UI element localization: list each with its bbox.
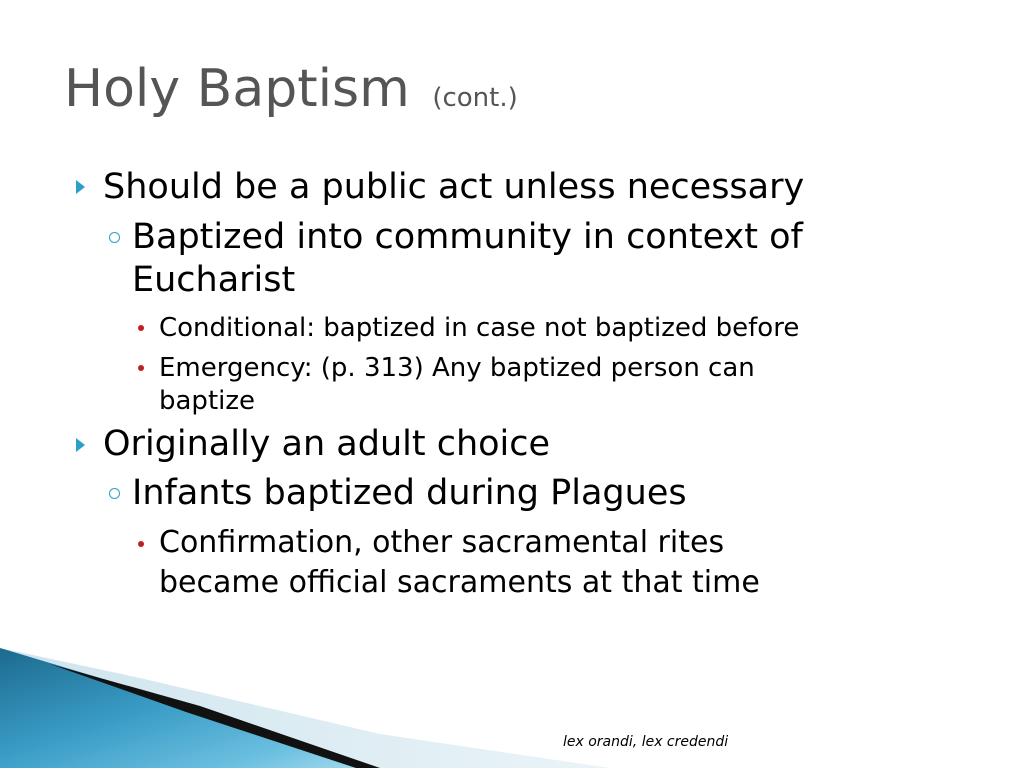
bullet-level2-community-line2: Eucharist — [132, 260, 296, 300]
dot-bullet-icon — [138, 365, 144, 371]
bullet-level2-plagues: Infants baptized during Plagues — [132, 473, 687, 513]
ring-bullet-icon — [109, 488, 120, 499]
slide-title-suffix: (cont.) — [432, 83, 518, 113]
triangle-bullet-icon — [76, 180, 85, 194]
bullet-level3-confirmation-line1: Confirmation, other sacramental rites — [159, 525, 725, 560]
bullet-level3-emergency-line2: baptize — [159, 386, 256, 416]
dot-bullet-icon — [138, 541, 144, 547]
bullet-level1-adult-choice: Originally an adult choice — [103, 424, 551, 464]
footer-wave-decoration — [0, 630, 1024, 768]
bullet-level3-conditional: Conditional: baptized in case not baptized before — [159, 313, 800, 343]
footer-motto: lex orandi, lex credendi — [563, 734, 729, 750]
bullet-level3-emergency-line1: Emergency: (p. 313) Any baptized person can — [159, 353, 755, 383]
bullet-level1-public-act: Should be a public act unless necessary — [103, 167, 805, 207]
dot-bullet-icon — [138, 325, 144, 331]
bullet-level2-community-line1: Baptized into community in context of — [132, 217, 803, 257]
triangle-bullet-icon — [76, 438, 85, 452]
bullet-level3-confirmation-line2: became official sacraments at that time — [159, 565, 760, 600]
slide-title-main: Holy Baptism — [64, 59, 410, 119]
ring-bullet-icon — [109, 232, 120, 243]
